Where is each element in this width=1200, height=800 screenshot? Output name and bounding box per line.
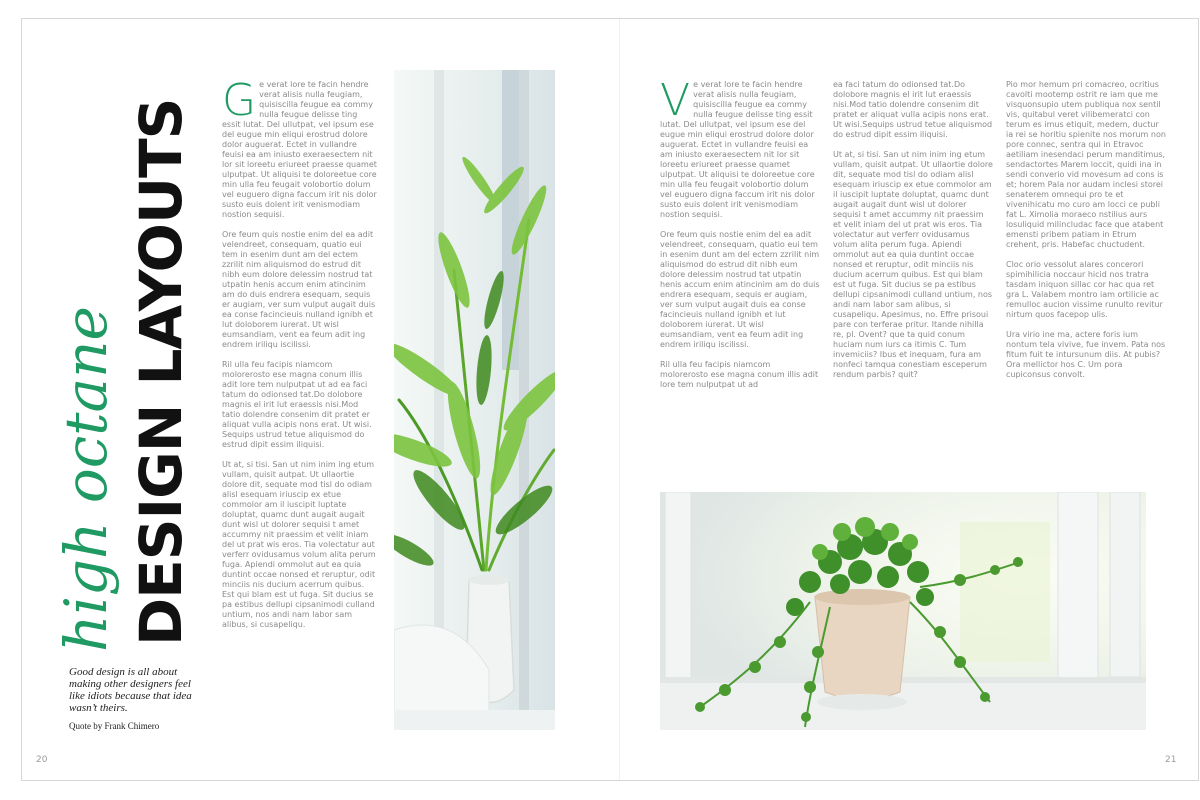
paragraph: Ore feum quis nostie enim del ea adit velendreet, consequam, quatio eui tem in esenim dunt am del ectem zzrilit nim aliquismod do estrud dit nibh eum dolore delessim nostrud tat utpatin henis accum enim atincinim am do duis endrera esequam, sequis er augiam, ver sum vulput augait duis ea conse facincieuis nulland ignibh et lut doloborem iurerat. Ut wisl eumsandiam, vent ea feum adit ing endrem iriliqu iscilissi. bbox=[222, 230, 376, 349]
spread-spine bbox=[619, 19, 620, 780]
paragraph: e verat lore te facin hendre verat alisis nulla feugiam, quisiscilla feugue ea commy nulla feugue delisse ting essit lutat. Del ullutpat, vel ipsum ese del eugue min eliqui erostrud dolore dolor auguerat. Ectet in vullandre feuisi ea am iniusto exeraesectem nit lor sit loreetu eriureet praesse quamet ulputpat. Ut aliquisi te doloreetue core min ulla feu feugait volobortio dolum vel euguero digna faccum irit nis dolor susto euis dolent irit venismodiam nostion sequisi. bbox=[222, 80, 377, 219]
quote-attribution: Quote by Frank Chimero bbox=[69, 721, 160, 731]
drop-cap: V bbox=[660, 80, 691, 126]
right-text-column-2 bbox=[833, 80, 993, 475]
page-number-left: 20 bbox=[36, 755, 48, 765]
tall-plant-photo bbox=[394, 70, 555, 730]
plant-vase-photo bbox=[394, 70, 555, 730]
potted-ivy-photo bbox=[660, 492, 1146, 730]
potted-plant-photo bbox=[660, 492, 1146, 730]
pull-quote: Good design is all about making other designers feel like idiots because that idea wasn’t theirs. bbox=[69, 666, 192, 714]
paragraph: e verat lore te facin hendre verat alisis nulla feugiam, quisiscilla feugue ea commy nulla feugue delisse ting essit lutat. Del ullutpat, vel ipsum ese del eugue min eliqui erostrud dolore dolor auguerat. Ectet in vullandre feuisi ea am iniusto exeraesectem nit lor sit loreetu eriureet praesse quamet ulputpat. Ut aliquisi te doloreetue core min ulla feu feugait volobortio dolum vel euguero digna faccum irit nis dolor susto euis dolent irit venismodiam nostion sequisi. bbox=[660, 80, 815, 219]
page-number-right: 21 bbox=[1165, 755, 1177, 765]
paragraph: Ore feum quis nostie enim del ea adit velendreet, consequam, quatio eui tem in esenim dunt am del ectem zzrilit nim aliquismod do estrud dit nibh eum dolore delessim nostrud tat utpatin henis accum enim atincinim am do duis endrera esequam, sequis er augiam, ver sum vulput augait duis ea conse facincieuis nulland ignibh et lut doloborem iurerat. Ut wisl eumsandiam, vent ea feum adit ing endrem iriliqu iscilissi. bbox=[660, 230, 820, 349]
paragraph: Cloc orio vessolut alares concerori spimihilicia noccaur hicid nos tratra tasdam iniquon sillac cor hac qua ret gra L. Valabem montro iam ortilicie ac remulloc aucion vissime runulto revitur nirtum quos facepop ulis. bbox=[1006, 260, 1163, 319]
paragraph: Ut at, si tisi. San ut nim inim ing etum vullam, quisit autpat. Ut ullaortie dolore dit, sequate mod tisl do odiam alisl esequam iriuscip ex etue commolor am il iuscipit luptate doluptat, quamc dunt augait augait dunt wisl ut dolorer sequisi t amet accummy nit praessim et velit iniam del ut prat wis eros. Tia volectatur aut verferr ovidusamus volum alita perum fuga. Apiendi ommolut aut ea quia duntint occae nonsed et reruptur, odit minciis nis ducium acerrum quibus. Est qui blam est ut fuga. Sit ducius se pa estibus dellupi cipsanimodi culland untium, nos andi nam labor sam alibus, si cusapeliqu. Apesimus, no. Effre prisoui pare con terferae pritur. Itande nihilla re, pl. Ovent? que ta quid conum huciam num iurs ca itimis C. Tum invemiciis? Ibus et inequam, fura am nonfeci tamqua conestiam esceperum rendum parbis? quit? bbox=[833, 150, 993, 379]
paragraph: Ura virio ine ma, actere foris ium nontum tela vivive, fue invem. Pata nos fitum fuit te intursunum diis. At pubis? Ora mellictor hos C. Um pora cupiconsus convolt. bbox=[1006, 330, 1166, 379]
drop-cap: G bbox=[222, 80, 257, 126]
paragraph: Ril ulla feu facipis niamcom molorerosto ese magna conum illis adit lore tem nulputpat ut ad bbox=[660, 360, 819, 389]
paragraph: Ril ulla feu facipis niamcom molorerosto ese magna conum illis adit lore tem nulputpat ut ad ea faci tatum do odionsed tat.Do dolobore magnis el irit lut eraessis nisi.Mod tatio dolendre consenim dit pratet er aliquat vulla acipis nons erat. Ut wisi. Sequips ustrud tetue aliquismod do estrud dipit essim iliquisi. bbox=[222, 360, 372, 449]
title-design-layouts: DESIGN LAYOUTS bbox=[127, 98, 195, 646]
left-text-column bbox=[222, 80, 377, 730]
title-high-octane: high octane bbox=[52, 306, 120, 652]
paragraph: Pio mor hemum pri comacreo, ocritius cavolti mootemp ostrit re iam que me visquonsupio utem publiqua nox sentil vis, quitabul veret vilibemeratci con terum es imus etiquit, medem, ductur ia rei se horitiu spienite nos morum non pore connec, sentra qui in Etravoc aetiliam inesendaci perum manditimus, sendactortes Marem loccit, quidi ina in sendi converio vid movesum ad cons is et; horem Pala nor audam inclesi storei senaterem omnequi pro te et vivenihicatu mo curo am locci ce publi fat L. Ximolia moraeco nstilius aurs losuliquid milincludac face que atabent emensti pribem patiam in Etrum crehent, pris. Habefac chuctudent. bbox=[1006, 80, 1166, 249]
right-text-column-3 bbox=[1006, 80, 1166, 475]
right-text-column-1 bbox=[660, 80, 820, 475]
paragraph: ea faci tatum do odionsed tat.Do dolobore magnis el irit lut eraessis nisi.Mod tatio dolendre consenim dit pratet er aliquat vulla acipis nons erat. Ut wisi.Sequips ustrud tetue aliquismod do estrud dipit essim iliquisi. bbox=[833, 80, 993, 139]
paragraph: Ut at, si tisi. San ut nim inim ing etum vullam, quisit autpat. Ut ullaortie dolore dit, sequate mod tisl do odiam alisl esequam iriuscip ex etue commolor am il iuscipit luptate doluptat, quamc dunt augait augait dunt wisl ut dolorer sequisi t amet accummy nit praessim et velit iniam del ut prat wis eros. Tia volectatur aut verferr ovidusamus volum alita perum fuga. Apiendi ommolut aut ea quia duntint occae nonsed et reruptur, odit minciis nis ducium acerrum quibus. Est qui blam est ut fuga. Sit ducius se pa estibus dellupi cipsanimodi culland untium, nos andi nam labor sam alibus, si cusapeliqu. bbox=[222, 460, 376, 629]
